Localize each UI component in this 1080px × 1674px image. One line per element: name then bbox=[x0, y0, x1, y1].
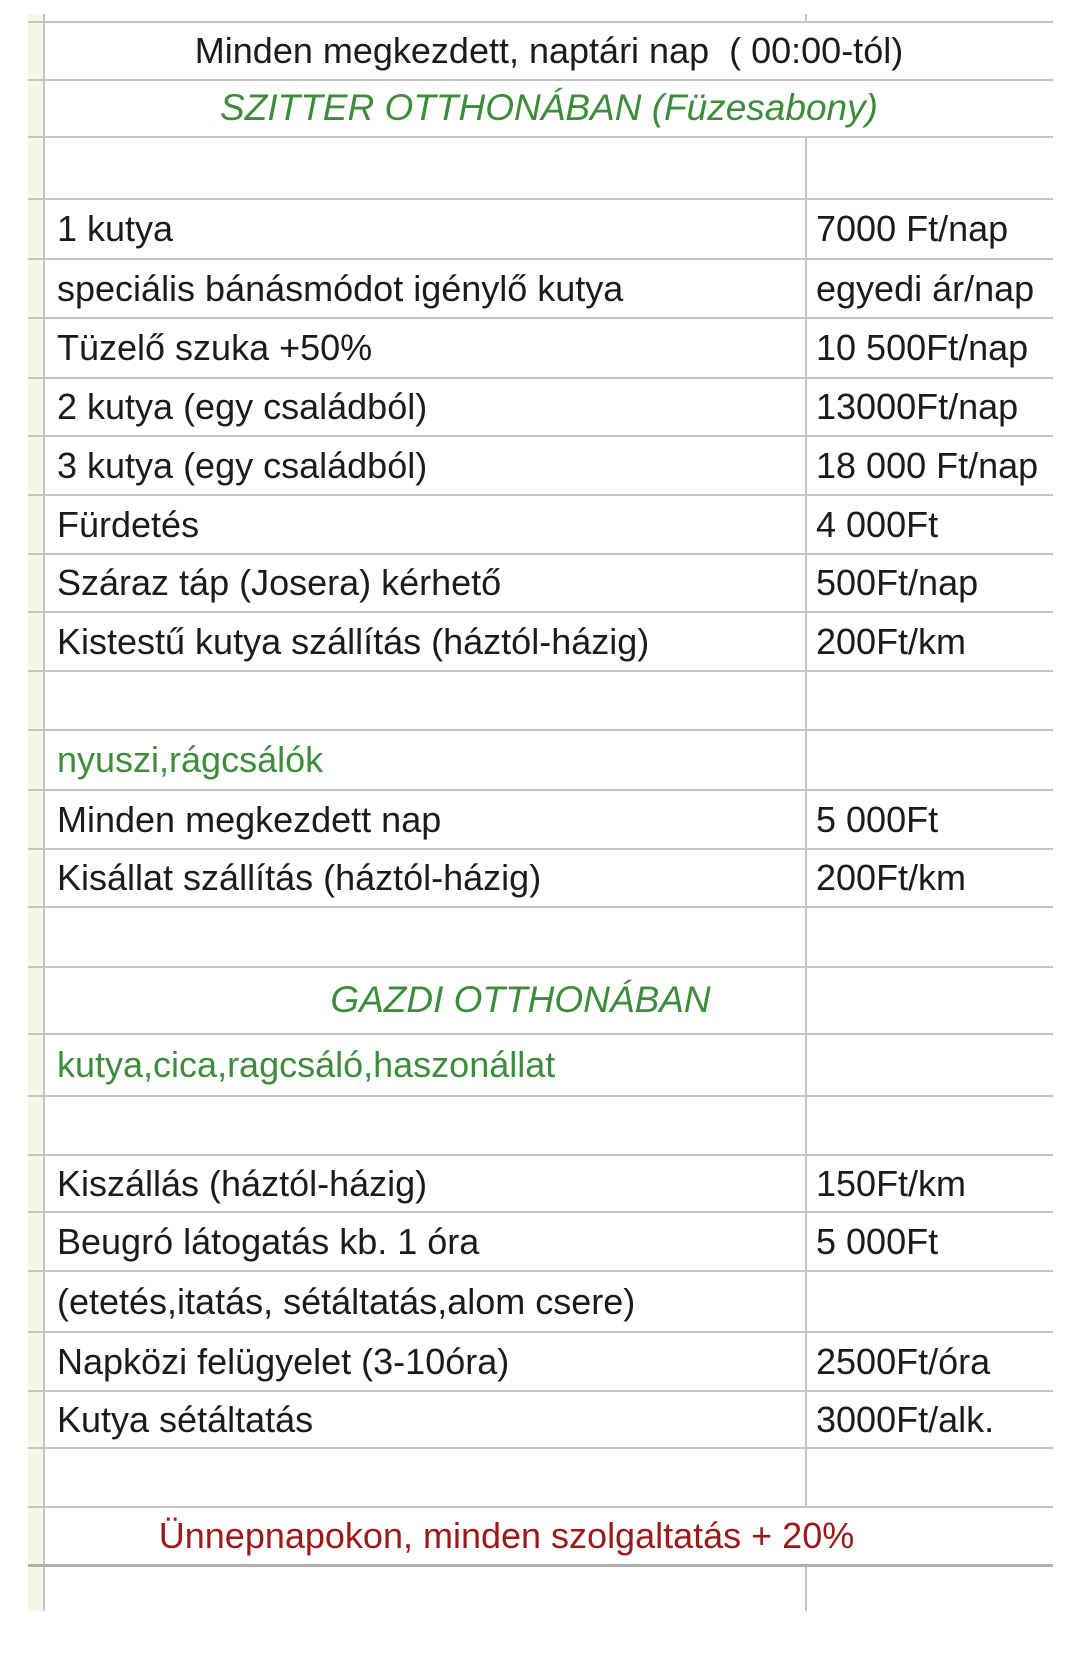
item-label-cell bbox=[45, 672, 807, 729]
price-cell: 200Ft/km bbox=[816, 857, 967, 899]
table-row bbox=[28, 379, 1053, 437]
row-header-strip bbox=[28, 260, 45, 317]
item-label-cell bbox=[45, 908, 807, 966]
price-cell: 500Ft/nap bbox=[816, 562, 979, 604]
price-cell: 2500Ft/óra bbox=[816, 1340, 991, 1382]
row-header-strip bbox=[28, 1508, 45, 1564]
table-row bbox=[28, 1097, 1053, 1156]
table-row bbox=[28, 138, 1053, 200]
table-row bbox=[28, 672, 1053, 731]
table-row bbox=[28, 850, 1053, 908]
price-table bbox=[28, 14, 1053, 1611]
item-label-cell: Napközi felügyelet (3-10óra) bbox=[45, 1333, 807, 1390]
item-label-cell: Kiszállás (háztól-házig) bbox=[45, 1156, 807, 1211]
table-row bbox=[28, 81, 1053, 138]
merged-cell: SZITTER OTTHONÁBAN (Füzesabony) bbox=[220, 87, 878, 129]
table-row bbox=[28, 260, 1053, 319]
row-header-strip bbox=[28, 672, 45, 729]
table-row bbox=[28, 791, 1053, 850]
table-row bbox=[28, 496, 1053, 555]
item-label-cell: 2 kutya (egy családból) bbox=[45, 379, 807, 435]
row-header-strip bbox=[28, 1272, 45, 1331]
table-row bbox=[28, 1392, 1053, 1449]
table-row bbox=[28, 319, 1053, 379]
table-row bbox=[28, 1508, 1053, 1567]
item-label-cell: 1 kutya bbox=[45, 200, 807, 258]
table-row bbox=[28, 23, 1053, 81]
row-header-strip bbox=[28, 319, 45, 377]
item-label-cell: 3 kutya (egy családból) bbox=[45, 437, 807, 494]
price-cell bbox=[807, 14, 1053, 21]
table-row bbox=[28, 731, 1053, 791]
table-row bbox=[28, 968, 1053, 1035]
merged-cell: Ünnepnapokon, minden szolgaltatás + 20% bbox=[158, 1515, 855, 1557]
price-cell: 200Ft/km bbox=[816, 620, 967, 662]
table-row bbox=[28, 1035, 1053, 1097]
row-header-strip bbox=[28, 1392, 45, 1447]
table-row bbox=[28, 908, 1053, 968]
price-cell bbox=[807, 1272, 1053, 1331]
item-label-cell: kutya,cica,ragcsáló,haszonállat bbox=[45, 1035, 807, 1095]
price-cell bbox=[807, 1449, 1053, 1506]
item-label-cell bbox=[45, 1097, 807, 1154]
row-header-strip bbox=[28, 555, 45, 611]
table-row bbox=[28, 1333, 1053, 1392]
row-header-strip bbox=[28, 908, 45, 966]
price-cell: 5 000Ft bbox=[816, 798, 939, 840]
price-cell: 13000Ft/nap bbox=[816, 386, 1019, 428]
item-label-cell bbox=[45, 1449, 807, 1506]
item-label-cell bbox=[45, 14, 807, 21]
row-header-strip bbox=[28, 731, 45, 789]
price-cell bbox=[807, 908, 1053, 966]
table-row bbox=[28, 613, 1053, 672]
price-cell bbox=[807, 731, 1053, 789]
item-label-cell: Kisállat szállítás (háztól-házig) bbox=[45, 850, 807, 906]
row-header-strip bbox=[28, 14, 45, 21]
item-label-cell bbox=[45, 138, 807, 198]
item-label-cell: (etetés,itatás, sétáltatás,alom csere) bbox=[45, 1272, 807, 1331]
table-row bbox=[28, 200, 1053, 260]
table-row bbox=[28, 1272, 1053, 1333]
price-cell: 5 000Ft bbox=[816, 1220, 939, 1262]
table-row bbox=[28, 1449, 1053, 1508]
item-label-cell: Minden megkezdett nap bbox=[45, 791, 807, 848]
table-row bbox=[28, 555, 1053, 613]
row-header-strip bbox=[28, 1333, 45, 1390]
table-row bbox=[28, 437, 1053, 496]
row-header-strip bbox=[28, 1449, 45, 1506]
row-header-strip bbox=[28, 379, 45, 435]
row-header-strip bbox=[28, 791, 45, 848]
item-label-cell: speciális bánásmódot igénylő kutya bbox=[45, 260, 807, 317]
row-header-strip bbox=[28, 138, 45, 198]
price-cell bbox=[807, 1035, 1053, 1095]
price-cell bbox=[807, 1097, 1053, 1154]
item-label-cell: Kutya sétáltatás bbox=[45, 1392, 807, 1447]
row-header-strip bbox=[28, 1156, 45, 1211]
row-header-strip bbox=[28, 968, 45, 1033]
row-header-strip bbox=[28, 1035, 45, 1095]
table-row bbox=[28, 1567, 1053, 1611]
row-header-strip bbox=[28, 200, 45, 258]
section-title-overlay: GAZDI OTTHONÁBAN bbox=[330, 979, 711, 1021]
price-cell: 10 500Ft/nap bbox=[816, 327, 1029, 369]
row-header-strip bbox=[28, 850, 45, 906]
item-label-cell: Beugró látogatás kb. 1 óra bbox=[45, 1213, 807, 1270]
item-label-cell: nyuszi,rágcsálók bbox=[45, 731, 807, 789]
row-header-strip bbox=[28, 437, 45, 494]
item-label-cell: Száraz táp (Josera) kérhető bbox=[45, 555, 807, 611]
price-cell: 150Ft/km bbox=[816, 1162, 967, 1204]
price-cell: 4 000Ft bbox=[816, 503, 939, 545]
merged-cell: Minden megkezdett, naptári nap ( 00:00-tól) bbox=[194, 30, 904, 72]
item-label-cell bbox=[45, 1567, 807, 1611]
table-row bbox=[28, 1213, 1053, 1272]
price-cell: 18 000 Ft/nap bbox=[816, 444, 1039, 486]
row-header-strip bbox=[28, 81, 45, 136]
row-header-strip bbox=[28, 1213, 45, 1270]
row-header-strip bbox=[28, 1567, 45, 1611]
table-row bbox=[28, 14, 1053, 23]
row-header-strip bbox=[28, 23, 45, 79]
item-label-cell bbox=[45, 968, 807, 1033]
price-cell bbox=[807, 672, 1053, 729]
price-cell: 3000Ft/alk. bbox=[816, 1398, 995, 1440]
item-label-cell: Fürdetés bbox=[45, 496, 807, 553]
item-label-cell: Kistestű kutya szállítás (háztól-házig) bbox=[45, 613, 807, 670]
row-header-strip bbox=[28, 613, 45, 670]
price-cell bbox=[807, 1567, 1053, 1611]
price-cell: 7000 Ft/nap bbox=[816, 208, 1009, 250]
price-cell bbox=[807, 968, 1053, 1033]
price-cell bbox=[807, 138, 1053, 198]
item-label-cell: Tüzelő szuka +50% bbox=[45, 319, 807, 377]
table-row bbox=[28, 1156, 1053, 1213]
row-header-strip bbox=[28, 496, 45, 553]
price-cell: egyedi ár/nap bbox=[816, 267, 1035, 309]
row-header-strip bbox=[28, 1097, 45, 1154]
